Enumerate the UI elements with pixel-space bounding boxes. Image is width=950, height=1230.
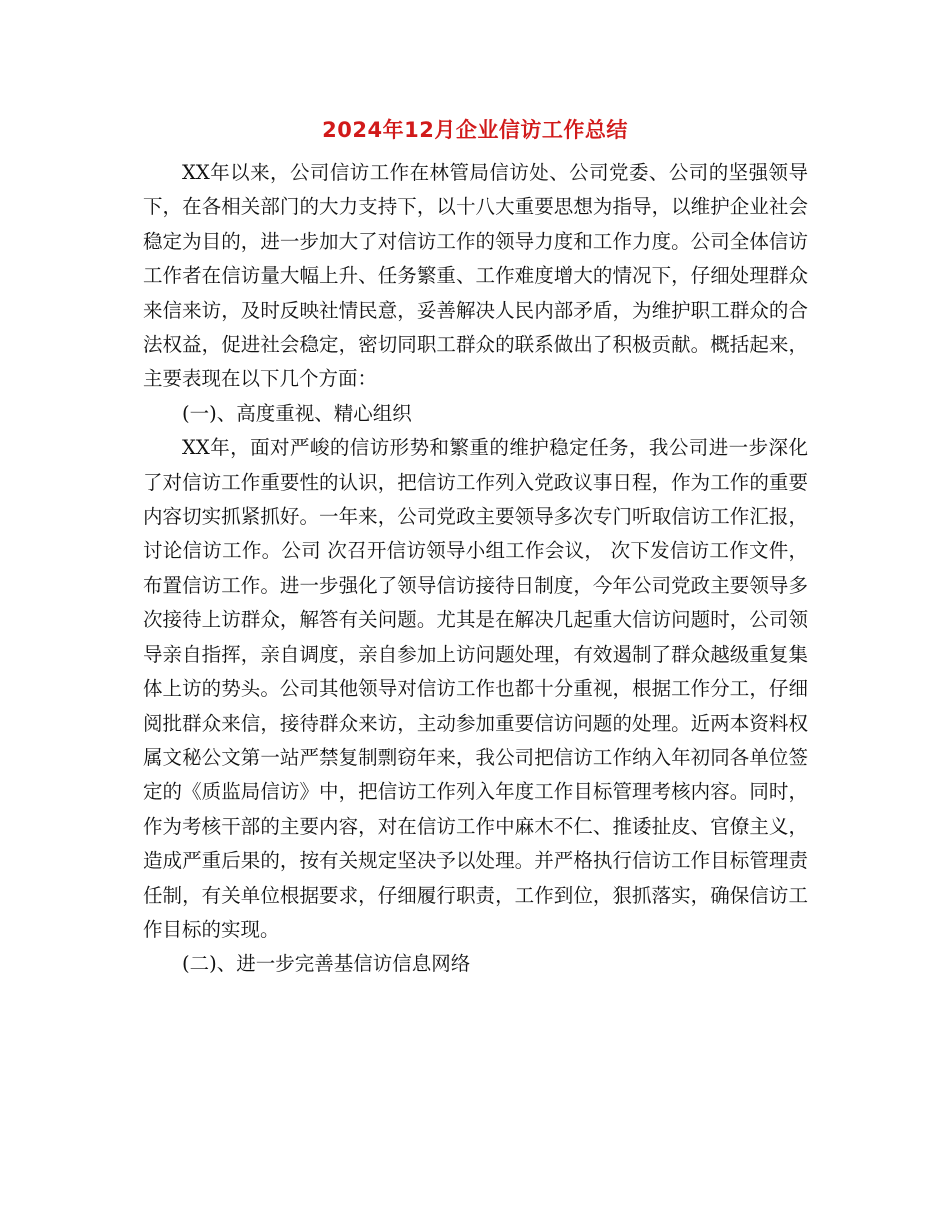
section-1-paragraph: XX年，面对严峻的信访形势和繁重的维护稳定任务，我公司进一步深化了对信访工作重要性的认识，把信访工作列入党政议事日程，作为工作的重要内容切实抓紧抓好。一年来，公司党政主要领导多次专门听取信访工作汇报，讨论信访工作。公司 次召开信访领导小组工作会议， 次下发信访工作文件，布置信访工作。进一步强化了领导信访接待日制度，今年公司党政主要领导多次接待上访群众，解答有关问题。尤其是在解决几起重大信访问题时，公司领导亲自指挥，亲自调度，亲自参加上访问题处理，有效遏制了群众越级重复集体上访的势头。公司其他领导对信访工作也都十分重视，根据工作分工，仔细阅批群众来信，接待群众来访，主动参加重要信访问题的处理。近两本资料权属文秘公文第一站严禁复制剽窃年来，我公司把信访工作纳入年初同各单位签定的《质监局信访》中，把信访工作列入年度工作目标管理考核内容。同时，作为考核干部的主要内容，对在信访工作中麻木不仁、推诿扯皮、官僚主义，造成严重后果的，按有关规定坚决予以处理。并严格执行信访工作目标管理责任制，有关单位根据要求，仔细履行职责，工作到位，狠抓落实，确保信访工作目标的实现。 — [143, 436, 808, 941]
document-body — [143, 156, 808, 982]
section-heading-1: (一)、高度重视、精心组织 — [182, 401, 412, 425]
document-title: 2024年12月企业信访工作总结 — [322, 118, 628, 142]
section-heading-2: (二)、进一步完善基信访信息网络 — [182, 952, 471, 976]
intro-paragraph: XX年以来，公司信访工作在林管局信访处、公司党委、公司的坚强领导下，在各相关部门的大力支持下，以十八大重要思想为指导，以维护企业社会稳定为目的，进一步加大了对信访工作的领导力度和工作力度。公司全体信访工作者在信访量大幅上升、任务繁重、工作难度增大的情况下，仔细处理群众来信来访，及时反映社情民意，妥善解决人民内部矛盾，为维护职工群众的合法权益，促进社会稳定，密切同职工群众的联系做出了积极贡献。概括起来，主要表现在以下几个方面： — [143, 161, 808, 391]
